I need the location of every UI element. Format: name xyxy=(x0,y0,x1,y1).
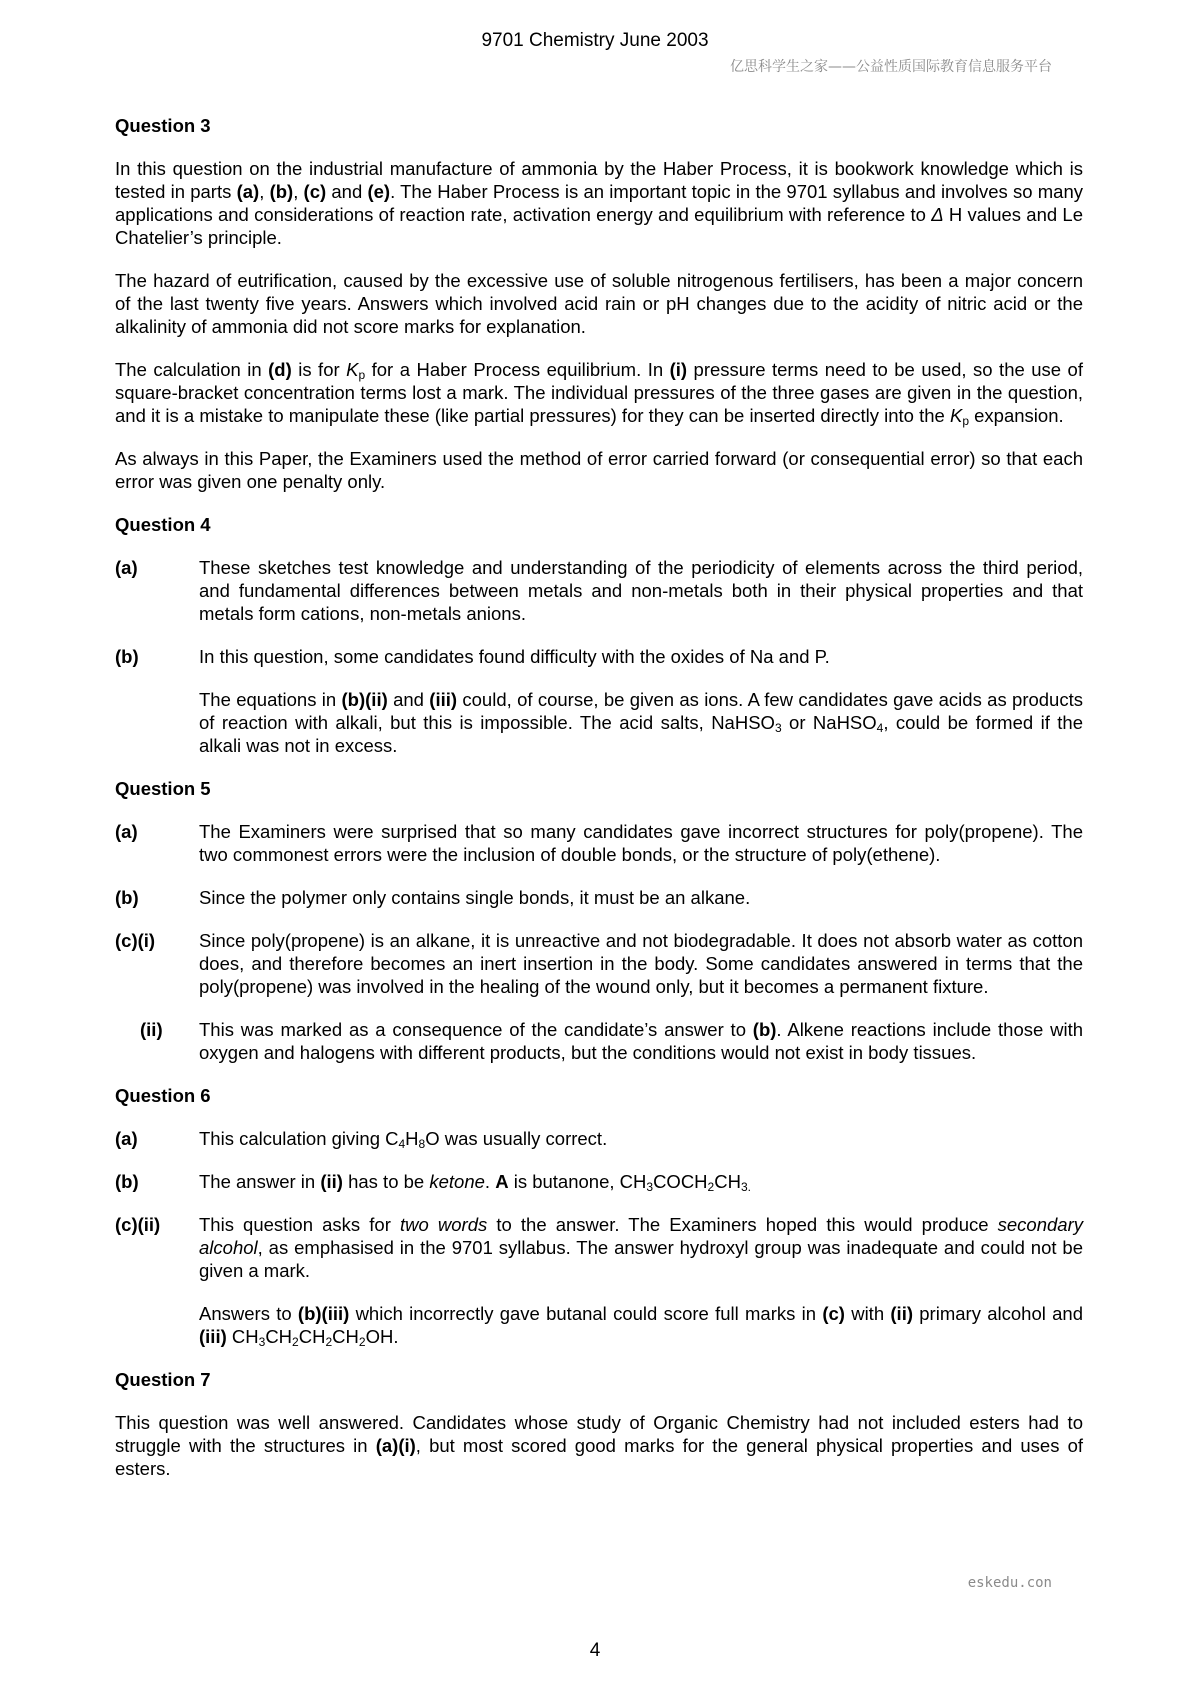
question-5-heading: Question 5 xyxy=(115,778,211,799)
q5-part-a: (a) The Examiners were surprised that so many candidates gave incorrect structures for poly(propene). The two commonest errors were the inclusion of double bonds, or the structure of poly(ethene). xyxy=(115,821,1083,865)
q4-part-a: (a) These sketches test knowledge and understanding of the periodicity of elements across the third period, and fundamental differences between metals and non-metals both in their physical properties and that metals form cations, non-metals anions. xyxy=(115,557,1083,624)
header-watermark: 亿思科学生之家——公益性质国际教育信息服务平台 xyxy=(730,59,1052,75)
question-4-heading: Question 4 xyxy=(115,514,211,535)
q6-part-a: (a) This calculation giving $C_4H_8O$ was usually correct. xyxy=(115,1128,608,1151)
q6-part-c-ii: (c)(ii) This question asks for two words to the answer. The Examiners hoped this would produce secondary alcohol, as emphasised in the 9701 syllabus. The answer hydroxyl group was inadequate and could not be given a mark. xyxy=(115,1214,1083,1281)
q6-part-c-continued: Answers to (b)(iii) which incorrectly gave butanal could score full marks in (c) with (ii) primary alcohol and (iii) $CH_3CH_2CH_2CH_2OH$. xyxy=(199,1303,1083,1349)
q7-paragraph-1: This question was well answered. Candidates whose study of Organic Chemistry had not included esters had to struggle with the structures in (a)(i), but most scored good marks for the general physical properties and uses of esters. xyxy=(115,1412,1083,1479)
q3-paragraph-3: The calculation in (d) is for $K_p$ for a Haber Process equilibrium. In (i) pressure terms need to be used, so the use of square-bracket concentration terms lost a mark. The individual pressures of the three gases are given in the question, and it is a mistake to manipulate these (like partial pressures) for they can be inserted directly into the $K_p$ expansion. xyxy=(115,359,1083,428)
q3-paragraph-4: As always in this Paper, the Examiners used the method of error carried forward (or consequential error) so that each error was given one penalty only. xyxy=(115,448,1083,492)
page-header-title: 9701 Chemistry June 2003 xyxy=(481,30,709,51)
q6-part-b: (b) The answer in (ii) has to be ketone. A is butanone, $CH_3COCH_2CH_{3.}$ xyxy=(115,1171,751,1194)
q5-part-c-i: (c)(i) Since poly(propene) is an alkane, it is unreactive and not biodegradable. It does not absorb water as cotton does, and therefore becomes an inert insertion in the body. Some candidates answered in terms that the poly(propene) was involved in the healing of the wound only, but it becomes a permanent fixture. xyxy=(115,930,1083,997)
q5-part-b: (b) Since the polymer only contains single bonds, it must be an alkane. xyxy=(115,887,751,908)
footer-watermark: eskedu.con xyxy=(967,1575,1052,1591)
question-3-heading: Question 3 xyxy=(115,115,211,136)
question-7-heading: Question 7 xyxy=(115,1369,211,1390)
q4-part-b: (b) In this question, some candidates found difficulty with the oxides of Na and P. xyxy=(115,646,830,667)
q4-part-b-continued: The equations in (b)(ii) and (iii) could, of course, be given as ions. A few candidates gave acids as products of reaction with alkali, but this is impossible. The acid salts, NaHSO$_3$ or NaHSO$_4$, could be formed if the alkali was not in excess. xyxy=(199,689,1083,756)
q3-paragraph-2: The hazard of eutrification, caused by the excessive use of soluble nitrogenous fertilisers, has been a major concern of the last twenty five years. Answers which involved acid rain or pH changes due to the acidity of nitric acid or the alkalinity of ammonia did not score marks for explanation. xyxy=(115,270,1083,337)
page-number: 4 xyxy=(589,1640,601,1661)
delta-symbol: Δ xyxy=(931,204,944,225)
q3-paragraph-1: In this question on the industrial manufacture of ammonia by the Haber Process, it is bookwork knowledge which is tested in parts (a), (b), (c) and (e). The Haber Process is an important topic in the 9701 syllabus and involves so many applications and considerations of reaction rate, activation energy and equilibrium with reference to Δ H values and Le Chatelier’s principle. xyxy=(115,158,1084,248)
question-6-heading: Question 6 xyxy=(115,1085,211,1106)
report-body xyxy=(115,114,1083,1500)
q5-part-c-ii: (ii) This was marked as a consequence of the candidate’s answer to (b). Alkene reactions include those with oxygen and halogens with different products, but the conditions would not exist in body tissues. xyxy=(140,1019,1083,1063)
